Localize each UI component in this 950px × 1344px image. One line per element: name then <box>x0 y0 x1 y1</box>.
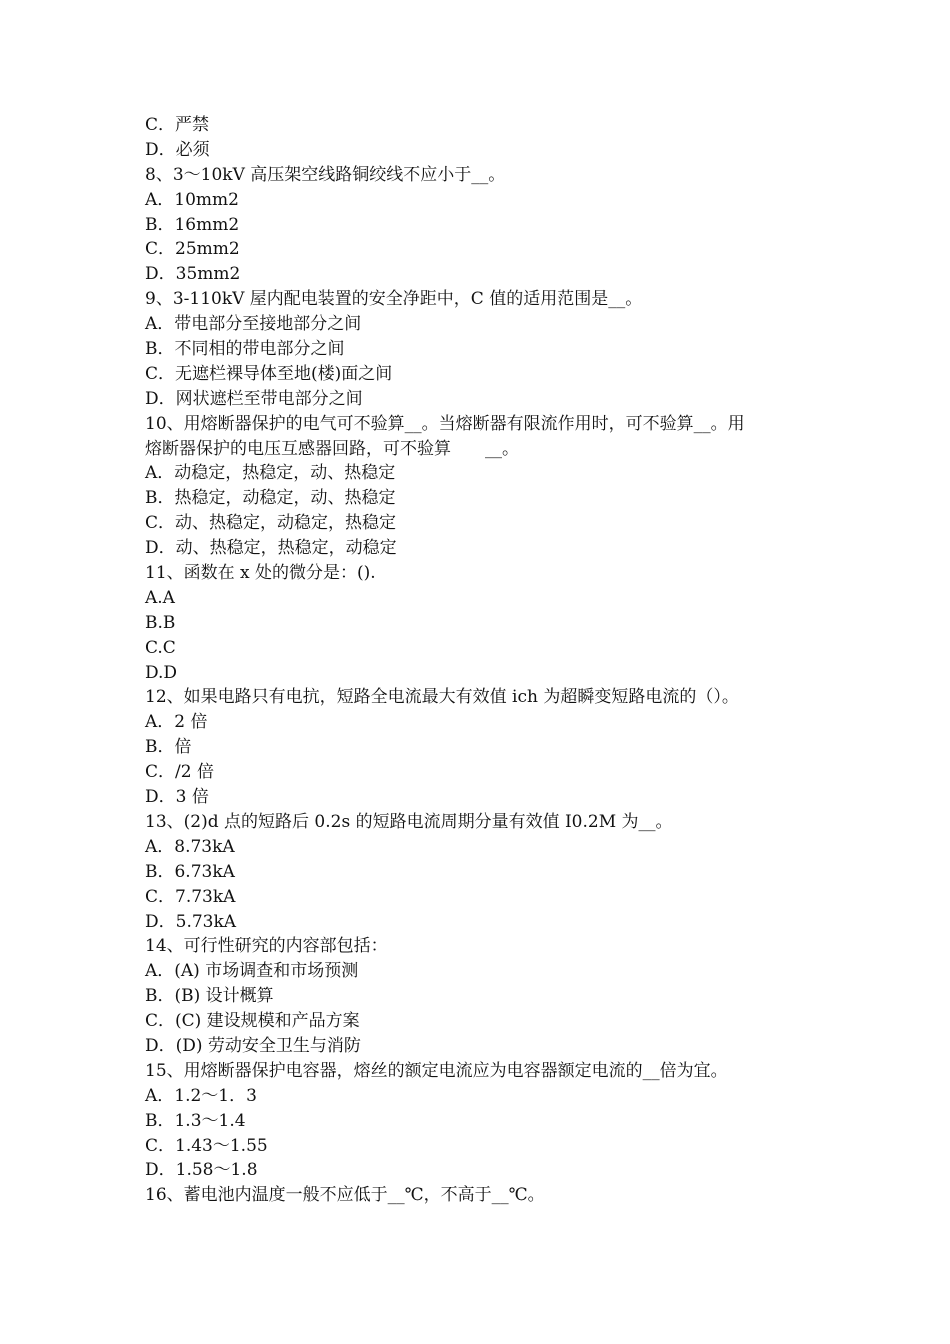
text-line: A．10mm2 <box>145 189 239 210</box>
text-line: A.A <box>145 587 175 608</box>
text-line: C．无遮栏裸导体至地(楼)面之间 <box>145 363 393 384</box>
text-line: D．1.58～1.8 <box>145 1160 258 1181</box>
text-line: C．7.73kA <box>145 886 236 907</box>
text-line: 8、3～10kV 高压架空线路铜绞线不应小于__。 <box>145 164 506 185</box>
text-line: C．动、热稳定，动稳定，热稳定 <box>145 513 397 534</box>
text-line: C．(C) 建设规模和产品方案 <box>145 1011 360 1032</box>
text-line: A．2 倍 <box>145 712 208 733</box>
text-line: D．网状遮栏至带电部分之间 <box>145 388 363 409</box>
text-line: 13、(2)d 点的短路后 0.2s 的短路电流周期分量有效值 I0.2M 为__。 <box>145 811 673 832</box>
text-line: A．带电部分至接地部分之间 <box>145 314 362 335</box>
text-line: 15、用熔断器保护电容器，熔丝的额定电流应为电容器额定电流的__倍为宜。 <box>145 1060 728 1081</box>
text-line: 熔断器保护的电压互感器回路，可不验算 __。 <box>145 438 519 459</box>
text-line: 9、3-110kV 屋内配电装置的安全净距中，C 值的适用范围是__。 <box>145 289 643 310</box>
text-line: 16、蓄电池内温度一般不应低于__℃，不高于__℃。 <box>145 1185 545 1206</box>
text-line: B．热稳定，动稳定，动、热稳定 <box>145 488 396 509</box>
text-line: A．(A) 市场调查和市场预测 <box>145 961 359 982</box>
question-text-block <box>145 113 825 1208</box>
text-line: 12、如果电路只有电抗，短路全电流最大有效值 ich 为超瞬变短路电流的（）。 <box>145 687 739 708</box>
text-line: D．(D) 劳动安全卫生与消防 <box>145 1035 361 1056</box>
text-line: 14、可行性研究的内容部包括： <box>145 936 388 957</box>
text-line: B．(B) 设计概算 <box>145 986 274 1007</box>
text-line: D．5.73kA <box>145 911 237 932</box>
text-line: C．严禁 <box>145 115 210 135</box>
text-line: B．6.73kA <box>145 861 235 882</box>
text-line: D．3 倍 <box>145 787 209 808</box>
text-line: B.B <box>145 612 176 633</box>
text-line: A．8.73kA <box>145 836 235 857</box>
text-line: B．不同相的带电部分之间 <box>145 339 345 360</box>
text-line: C.C <box>145 637 176 658</box>
text-line: A．动稳定，热稳定，动、热稳定 <box>145 463 396 484</box>
text-line: C．/2 倍 <box>145 762 214 783</box>
text-line: D．动、热稳定，热稳定，动稳定 <box>145 538 397 559</box>
text-line: D．35mm2 <box>145 264 241 285</box>
text-line: B．16mm2 <box>145 214 240 235</box>
text-line: 11、函数在 x 处的微分是：(). <box>145 563 376 584</box>
text-line: D．必须 <box>145 139 210 160</box>
text-line: 10、用熔断器保护的电气可不验算__。当熔断器有限流作用时，可不验算__。用 <box>145 413 745 434</box>
text-line: C．25mm2 <box>145 239 240 260</box>
text-line: B．1.3～1.4 <box>145 1110 246 1131</box>
text-line: D.D <box>145 662 178 683</box>
text-line: A．1.2～1．3 <box>145 1085 257 1106</box>
text-line: C．1.43～1.55 <box>145 1135 268 1156</box>
text-line: B．倍 <box>145 737 192 758</box>
